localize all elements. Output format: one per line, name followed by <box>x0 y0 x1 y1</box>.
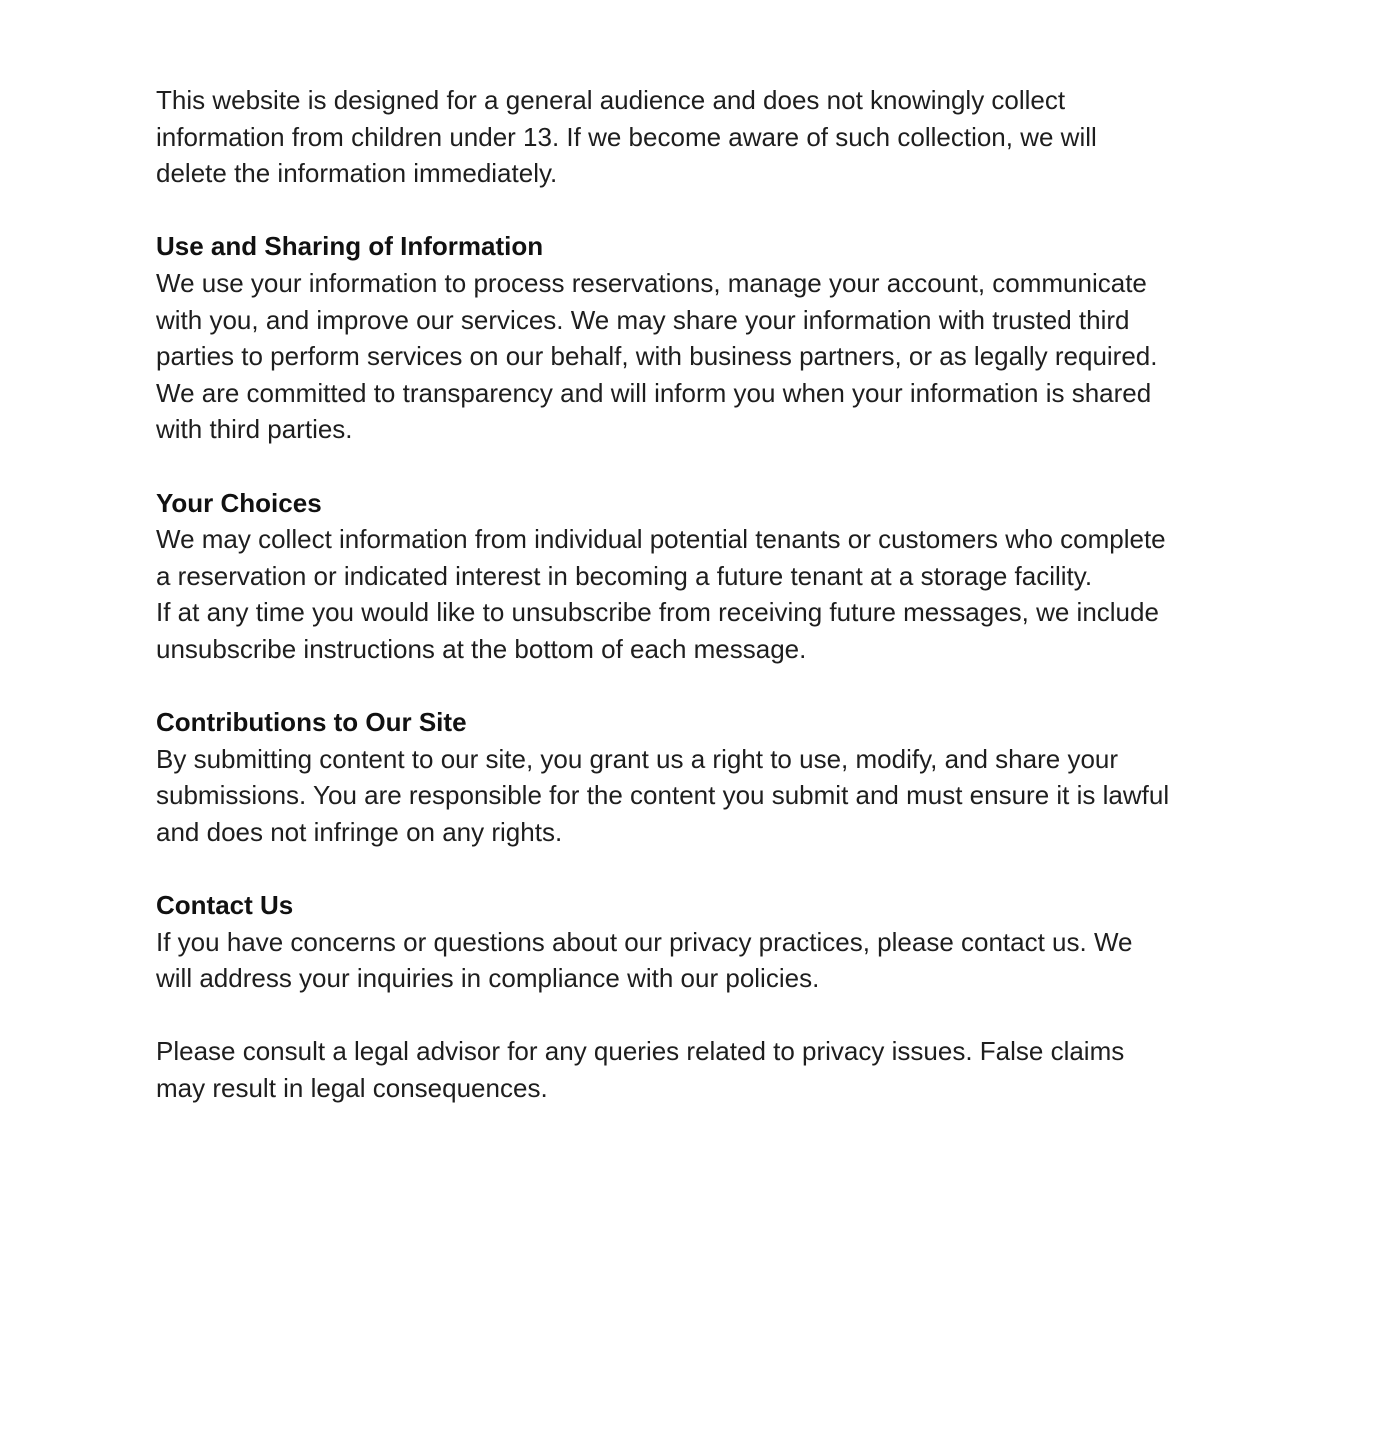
heading-text: Use and Sharing of Information <box>156 231 544 262</box>
text-line: We use your information to process reservations, manage your account, communicate <box>156 267 1147 298</box>
text-line: Please consult a legal advisor for any queries related to privacy issues. False claims <box>156 1036 1125 1067</box>
section-your-choices <box>156 485 1356 668</box>
section-heading-contributions <box>156 704 1356 741</box>
text-line: We are committed to transparency and will inform you when your information is shared <box>156 377 1152 408</box>
section-heading-contact-us <box>156 887 1356 924</box>
text-line: This website is designed for a general audience and does not knowingly collect <box>156 85 1066 115</box>
section-body-contributions <box>156 741 1356 851</box>
text-line: We may collect information from individual potential tenants or customers who complete <box>156 524 1166 555</box>
section-heading-use-and-sharing <box>156 228 1356 265</box>
section-body-use-and-sharing <box>156 265 1356 448</box>
text-line: a reservation or indicated interest in becoming a future tenant at a storage facility. <box>156 560 1093 591</box>
text-line: with you, and improve our services. We may share your information with trusted third <box>156 304 1130 335</box>
text-line: with third parties. <box>156 414 353 445</box>
heading-text: Contributions to Our Site <box>156 707 467 738</box>
closing-paragraph <box>156 1033 1356 1106</box>
section-heading-your-choices <box>156 485 1356 522</box>
text-line: may result in legal consequences. <box>156 1073 548 1104</box>
text-line: delete the information immediately. <box>156 158 558 189</box>
intro-paragraph <box>156 82 1356 192</box>
heading-text: Contact Us <box>156 890 294 921</box>
text-line: information from children under 13. If we become aware of such collection, we will <box>156 121 1097 152</box>
section-use-and-sharing <box>156 228 1356 448</box>
text-line: If at any time you would like to unsubscribe from receiving future messages, we include <box>156 597 1159 628</box>
text-line: unsubscribe instructions at the bottom of each message. <box>156 633 807 664</box>
section-contributions <box>156 704 1356 850</box>
text-line: If you have concerns or questions about our privacy practices, please contact us. We <box>156 926 1133 957</box>
text-line: parties to perform services on our behalf, with business partners, or as legally required. <box>156 341 1158 372</box>
section-contact-us <box>156 887 1356 997</box>
text-line: By submitting content to our site, you grant us a right to use, modify, and share your <box>156 743 1119 774</box>
text-line: will address your inquiries in compliance with our policies. <box>156 963 820 994</box>
heading-text: Your Choices <box>156 487 322 518</box>
section-body-your-choices <box>156 521 1356 667</box>
section-body-contact-us <box>156 924 1356 997</box>
text-line: submissions. You are responsible for the content you submit and must ensure it is lawful <box>156 780 1170 811</box>
text-line: and does not infringe on any rights. <box>156 816 563 847</box>
